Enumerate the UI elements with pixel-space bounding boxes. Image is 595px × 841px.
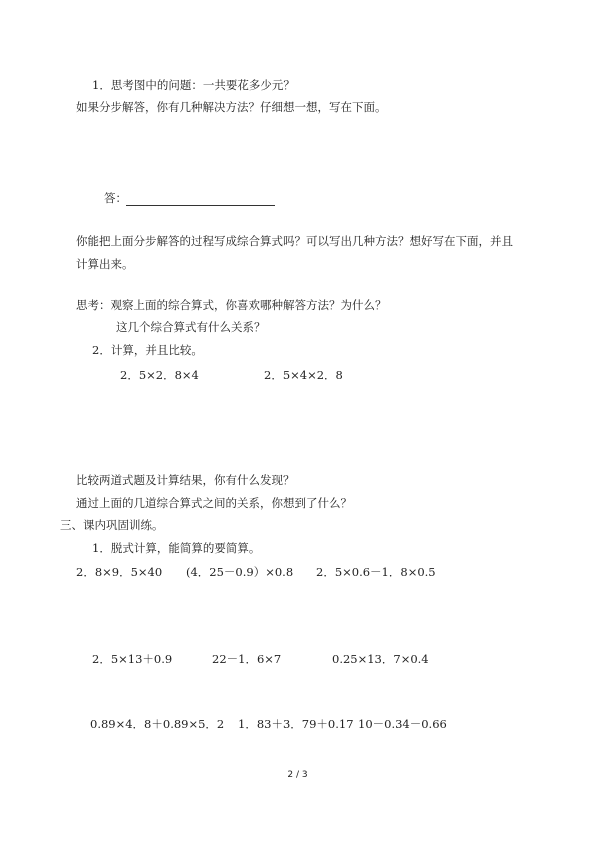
question-2-expression-b: 2．5×4×2．8 [264,368,343,382]
exercise-row-3-item-1: 0.89×4．8＋0.89×5．2 [90,717,225,731]
exercise-row-2-item-1: 2．5×13＋0.9 [92,652,173,666]
page-number: 2 / 3 [287,770,308,780]
exercise-row-3-item-2: 1．83＋3．79＋0.17 [238,717,354,731]
comprehensive-prompt-line-2: 计算出来。 [76,257,134,271]
exercise-row-1-item-3: 2．5×0.6－1．8×0.5 [316,565,436,579]
question-1-prompt: 如果分步解答，你有几种解决方法？仔细想一想，写在下面。 [76,100,387,114]
part-3-question-1-title: 1．脱式计算，能简算的要简算。 [92,541,261,555]
exercise-row-1-item-1: 2．8×9．5×40 [76,565,163,579]
answer-label: 答： [104,191,127,205]
think-line-2: 这几个综合算式有什么关系？ [116,320,266,334]
comprehensive-prompt-line-1: 你能把上面分步解答的过程写成综合算式吗？可以写出几种方法？想好写在下面，并且 [76,234,513,248]
question-2-expression-a: 2．5×2．8×4 [120,368,199,382]
exercise-row-2-item-3: 0.25×13．7×0.4 [332,652,429,666]
compare-line-1: 比较两道式题及计算结果，你有什么发现？ [76,473,295,487]
exercise-row-2-item-2: 22－1．6×7 [212,652,282,666]
compare-line-2: 通过上面的几道综合算式之间的关系，你想到了什么？ [76,496,352,510]
part-3-title: 三、课内巩固训练。 [60,518,164,532]
question-1-title: 1．思考图中的问题：一共要花多少元？ [92,78,295,92]
exercise-row-1-item-2: (4．25－0.9）×0.8 [186,565,294,579]
answer-blank-line [126,205,275,206]
think-line-1: 思考：观察上面的综合算式，你喜欢哪种解答方法？为什么？ [76,298,387,312]
exercise-row-3-item-3: 10－0.34－0.66 [358,717,447,731]
question-2-title: 2．计算，并且比较。 [92,343,203,357]
